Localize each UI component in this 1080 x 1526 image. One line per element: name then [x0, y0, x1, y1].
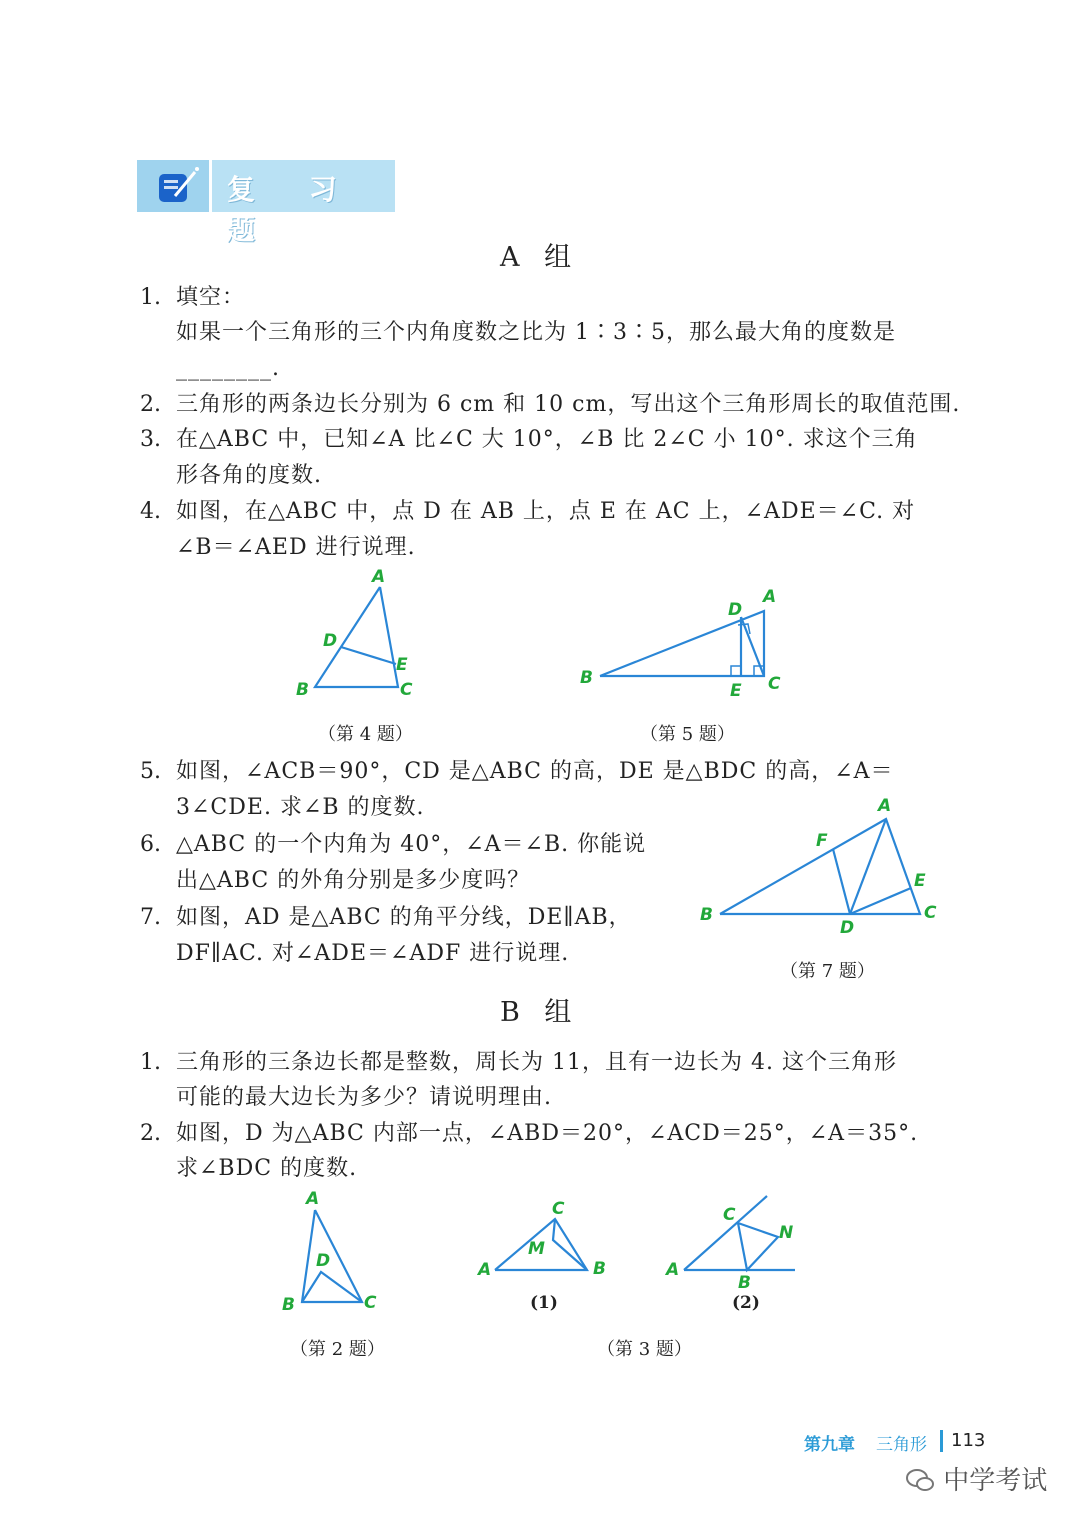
figb2-label-a: A — [306, 1189, 320, 1209]
watermark-text: 中学考试 — [943, 1466, 1048, 1496]
fig5-label-d: D — [728, 600, 743, 620]
fig7-caption: （第 7 题） — [780, 961, 875, 982]
a6-line-1: △ABC 的一个内角为 40°，∠A＝∠B. 你能说 — [176, 832, 647, 857]
group-a-title: A 组 — [500, 242, 580, 273]
figb3-1-label-m: M — [528, 1239, 545, 1259]
fig5-label-e: E — [730, 681, 742, 701]
footer-title: 三角形 — [876, 1435, 927, 1455]
a6-line-2: 出△ABC 的外角分别是多少度吗？ — [176, 868, 531, 893]
fig4-segment-de — [341, 647, 396, 664]
fig4-label-a: A — [372, 567, 386, 587]
a3-line-1: 在△ABC 中，已知∠A 比∠C 大 10°，∠B 比 2∠C 小 10°. 求这个三角 — [176, 427, 918, 452]
b2-line-2: 求∠BDC 的度数. — [176, 1156, 358, 1181]
b1-line-1: 三角形的三条边长都是整数，周长为 11，且有一边长为 4. 这个三角形 — [176, 1050, 897, 1075]
watermark — [905, 1460, 1047, 1497]
a5-line-2: 3∠CDE. 求∠B 的度数. — [176, 795, 425, 820]
figure-b2 — [270, 1180, 400, 1315]
a7-line-2: DF∥AC. 对∠ADE＝∠ADF 进行说理. — [176, 941, 570, 966]
wechat-icon — [905, 1467, 935, 1493]
figb3-sub-1: (1) — [530, 1293, 558, 1313]
a4-number: 4. — [140, 499, 161, 524]
b1-number: 1. — [140, 1050, 161, 1075]
fig5-label-b: B — [580, 668, 593, 688]
group-b-title: B 组 — [500, 997, 580, 1028]
figb2-label-b: B — [282, 1295, 295, 1315]
fig7-label-d: D — [840, 918, 855, 938]
a6-number: 6. — [140, 832, 161, 857]
fig5-right-angle-e — [731, 666, 741, 676]
figure-7 — [690, 790, 950, 940]
figb2-label-d: D — [316, 1251, 331, 1271]
fig7-label-a: A — [878, 796, 892, 816]
fig4-label-e: E — [396, 655, 408, 675]
figb3-2-label-b: B — [738, 1273, 751, 1293]
a1-line-1: 填空： — [176, 285, 246, 310]
fig7-label-e: E — [914, 871, 926, 891]
a1-line-3: ________. — [176, 356, 280, 381]
fig7-label-c: C — [924, 903, 937, 923]
figb3-2-label-a: A — [666, 1260, 680, 1280]
a7-number: 7. — [140, 905, 161, 930]
fig5-label-c: C — [768, 674, 781, 694]
fig4-label-d: D — [323, 631, 338, 651]
a1-line-2: 如果一个三角形的三个内角度数之比为 1∶3∶5，那么最大角的度数是 — [176, 320, 896, 345]
fig5-label-a: A — [763, 587, 777, 607]
a5-line-1: 如图，∠ACB＝90°，CD 是△ABC 的高，DE 是△BDC 的高，∠A＝ — [176, 759, 894, 784]
fig7-label-b: B — [700, 905, 713, 925]
a2-number: 2. — [140, 392, 161, 417]
a3-number: 3. — [140, 427, 161, 452]
figure-5 — [570, 580, 800, 705]
fig7-bisector-ad — [850, 819, 886, 914]
fig5-caption: （第 5 题） — [640, 724, 735, 745]
fig5-altitude-cd — [741, 617, 764, 676]
fig4-label-b: B — [296, 680, 309, 700]
figb3-1-label-c: C — [552, 1199, 565, 1219]
section-banner — [137, 160, 395, 246]
figb3-1-label-b: B — [593, 1259, 606, 1279]
figb2-caption: （第 2 题） — [290, 1339, 385, 1360]
figb3-sub-2: (2) — [732, 1293, 760, 1313]
footer-page-number: 113 — [951, 1430, 986, 1451]
a4-line-2: ∠B＝∠AED 进行说理. — [176, 535, 416, 560]
a2-line-1: 三角形的两条边长分别为 6 cm 和 10 cm，写出这个三角形周长的取值范围. — [176, 392, 961, 417]
fig7-segment-df — [833, 849, 850, 914]
notebook-pencil-icon — [137, 160, 209, 212]
fig4-label-c: C — [400, 680, 413, 700]
b2-number: 2. — [140, 1121, 161, 1146]
footer-divider — [940, 1430, 943, 1452]
figb3-2-label-c: C — [723, 1205, 736, 1225]
fig4-caption: （第 4 题） — [318, 724, 413, 745]
figb2-label-c: C — [364, 1293, 377, 1313]
figure-4 — [280, 560, 440, 710]
figb3-2-segments-bcn — [738, 1223, 778, 1270]
figb2-inner-bd-dc — [302, 1272, 362, 1302]
a4-line-1: 如图，在△ABC 中，点 D 在 AB 上，点 E 在 AC 上，∠ADE＝∠C. 对 — [176, 499, 916, 524]
a7-line-1: 如图，AD 是△ABC 的角平分线，DE∥AB， — [176, 905, 632, 930]
fig7-label-f: F — [816, 831, 828, 851]
figb3-caption: （第 3 题） — [597, 1339, 692, 1360]
a5-number: 5. — [140, 759, 161, 784]
figure-b3 — [470, 1190, 810, 1320]
footer-chapter: 第九章 — [804, 1435, 855, 1455]
a1-number: 1. — [140, 285, 161, 310]
banner-icon-bg — [137, 160, 209, 212]
figb3-1-label-a: A — [478, 1260, 492, 1280]
banner-title: 复 习 题 — [227, 173, 359, 246]
b2-line-1: 如图，D 为△ABC 内部一点，∠ABD＝20°，∠ACD＝25°，∠A＝35°. — [176, 1121, 919, 1146]
b1-line-2: 可能的最大边长为多少？请说明理由. — [176, 1085, 552, 1110]
a3-line-2: 形各角的度数. — [176, 463, 322, 488]
figb3-2-label-n: N — [779, 1223, 794, 1243]
